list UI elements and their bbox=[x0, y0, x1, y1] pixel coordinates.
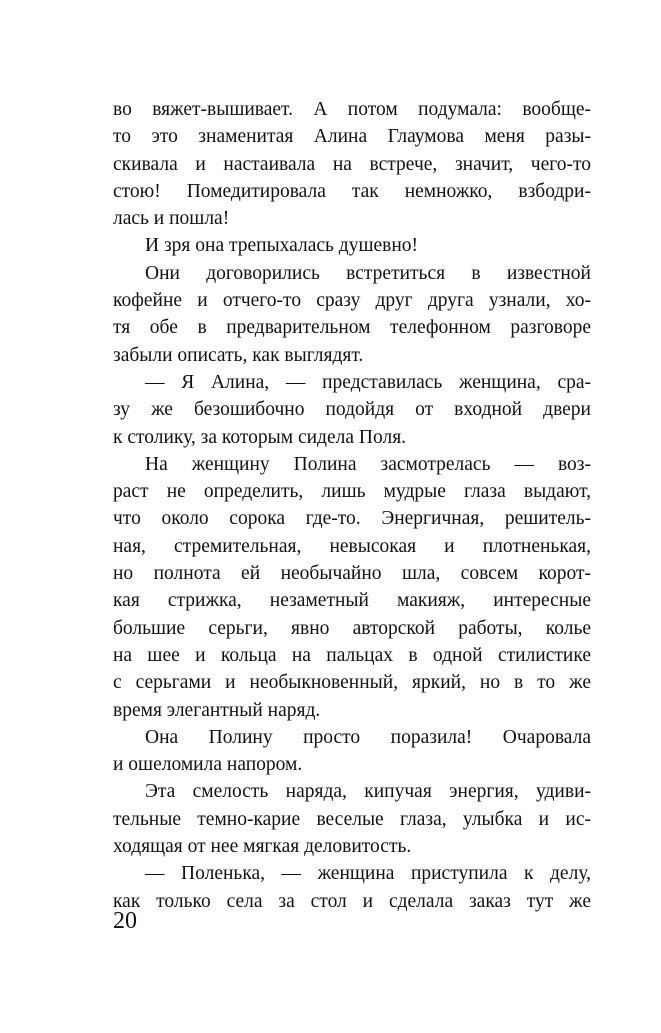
text-line: но полнота ей необычайно шла, совсем корот- bbox=[113, 563, 591, 585]
text-line: скивала и настаивала на встрече, значит, чего-то bbox=[113, 153, 591, 175]
text-line: и ошеломила напором. bbox=[113, 754, 303, 776]
text-line: на шее и кольца на пальцах в одной стилистике bbox=[113, 644, 591, 666]
text-line: время элегантный наряд. bbox=[113, 699, 321, 721]
text-line: ходящая от нее мягкая деловитость. bbox=[113, 836, 412, 858]
text-line: стою! Помедитировала так немножко, взбодри- bbox=[113, 180, 591, 202]
text-line: кофейне и отчего-то сразу друг друга узнали, хо- bbox=[113, 290, 591, 312]
page-body bbox=[113, 96, 591, 915]
text-line: то это знаменитая Алина Глаумова меня разы- bbox=[113, 126, 591, 148]
text-line: большие серьги, явно авторской работы, колье bbox=[113, 617, 591, 639]
text-line: зу же безошибочно подойдя от входной двери bbox=[113, 399, 591, 421]
text-line: И зря она трепыхалась душевно! bbox=[145, 235, 419, 257]
text-line: забыли описать, как выглядят. bbox=[113, 344, 364, 366]
text-line: — Поленька, — женщина приступила к делу, bbox=[145, 863, 591, 885]
text-line: лась и пошла! bbox=[113, 208, 230, 230]
text-line: как только села за стол и сделала заказ тут же bbox=[113, 890, 591, 912]
text-line: Она Полину просто поразила! Очаровала bbox=[145, 726, 591, 748]
text-line: тельные темно-карие веселые глаза, улыбка и ис- bbox=[113, 808, 591, 830]
text-line: Они договорились встретиться в известной bbox=[145, 262, 591, 284]
text-line: ная, стремительная, невысокая и плотненькая, bbox=[113, 535, 591, 557]
text-line: что около сорока где-то. Энергичная, решитель- bbox=[113, 508, 591, 530]
text-line: к столику, за которым сидела Поля. bbox=[113, 426, 407, 448]
text-line: во вяжет-вышивает. А потом подумала: вообще- bbox=[113, 99, 591, 120]
text-line: с серьгами и необыкновенный, яркий, но в то же bbox=[113, 672, 591, 694]
text-line: кая стрижка, незаметный макияж, интересные bbox=[113, 590, 591, 612]
page-number: 20 bbox=[113, 908, 137, 934]
text-line: На женщину Полина засмотрелась — воз- bbox=[145, 453, 591, 475]
text-line: Эта смелость наряда, кипучая энергия, удиви- bbox=[145, 781, 591, 803]
text-line: раст не определить, лишь мудрые глаза выдают, bbox=[113, 481, 591, 503]
text-line: — Я Алина, — представилась женщина, сра- bbox=[145, 371, 591, 393]
text-line: тя обе в предварительном телефонном разговоре bbox=[113, 317, 591, 339]
